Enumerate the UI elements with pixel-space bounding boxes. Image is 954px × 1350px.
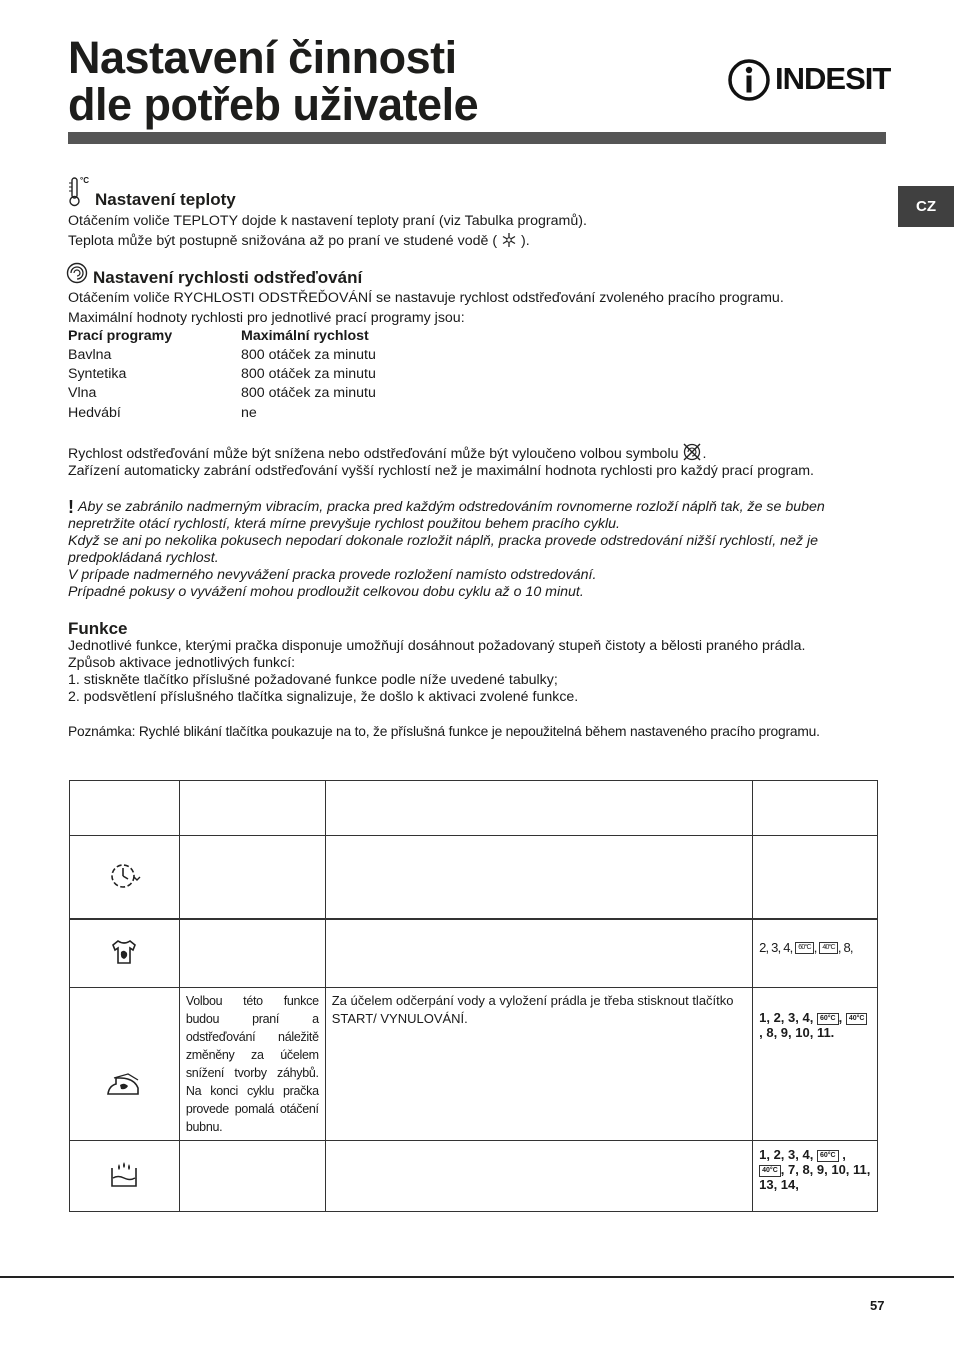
spin-note-2: Zařízení automaticky zabrání odstřeďování vyšší rychlostí než je maximální hodnota rychlosti pro každý prací program. <box>68 463 815 479</box>
warning-line: predpokládaná rychlost. <box>68 550 219 566</box>
stain-shirt-icon <box>109 937 139 967</box>
warning-line: Když se ani po nekolika pokusech nepodarí dokonale rozložit náplň, pracka provede odstredování nižší rychlostí, než je <box>68 533 819 549</box>
functions-table <box>69 780 878 1212</box>
function-icon-cell <box>70 988 180 1141</box>
snowflake-icon <box>501 232 517 248</box>
page-title <box>68 34 478 128</box>
function-icon-cell <box>70 836 180 919</box>
spin-table-header-speed: Maximální rychlost <box>241 328 369 344</box>
function-programs-cell <box>753 988 878 1141</box>
spin-text-2: Maximální hodnoty rychlosti pro jednotlivé prací programy jsou: <box>68 310 465 326</box>
page-number: 57 <box>870 1298 885 1313</box>
title-line-2: dle potřeb uživatele <box>68 79 479 130</box>
functions-text: 2. podsvětlení příslušného tlačítka signalizuje, že došlo k aktivaci zvolené funkce. <box>68 689 579 705</box>
function-name-cell <box>179 836 325 919</box>
delay-start-icon <box>107 858 141 892</box>
functions-text: Způsob aktivace jednotlivých funkcí: <box>68 655 296 671</box>
no-spin-icon <box>682 442 702 462</box>
table-header-cell <box>753 781 878 836</box>
functions-note: Poznámka: Rychlé blikání tlačítka poukazuje na to, že příslušná funkce je nepoužitelná během nastaveného pracího programu. <box>68 724 820 739</box>
temp-60-badge: 60°C <box>795 942 813 954</box>
spin-icon <box>66 262 88 284</box>
function-desc-cell: Za účelem odčerpání vody a vyložení prádla je třeba stisknout tlačítko START/ VYNULOVÁNÍ. <box>325 988 752 1141</box>
table-header-row <box>70 781 878 836</box>
function-desc-cell <box>325 836 752 919</box>
table-header-cell <box>179 781 325 836</box>
compatible-programs: 1, 2, 3, 4, 60°C , 40°C, 8, 9, 10, 11. <box>753 988 877 1040</box>
brand-name: INDESIT <box>775 61 891 96</box>
temp-40-badge: 40°C <box>819 942 837 954</box>
function-name-cell <box>179 919 325 988</box>
table-header-cell <box>70 781 180 836</box>
spin-row-speed: ne <box>241 405 257 421</box>
language-tab: CZ <box>898 186 954 227</box>
function-programs-cell <box>753 919 878 988</box>
table-row <box>70 1141 878 1212</box>
warning-icon: ! <box>68 497 74 517</box>
function-name-cell: Volbou této funkce budou praní a odstřeďování náležitě změněny za účelem snížení tvorby záhybů. Na konci cyklu pračka provede pomalá otáčení bubnu. <box>179 988 325 1141</box>
brand-logo <box>727 58 889 102</box>
compatible-programs: 2, 3, 4, 60°C , 40°C , 8, <box>759 939 853 955</box>
warning-line: Aby se zabránilo nadmerným vibracím, pracka pred každým odstredováním rovnomerne rozloží náplň tak, že se buben <box>78 499 825 515</box>
temperature-text-1: Otáčením voliče TEPLOTY dojde k nastavení teploty praní (viz Tabulka programů). <box>68 213 587 229</box>
celsius-symbol: °C <box>80 176 89 185</box>
header-divider <box>68 132 886 144</box>
spin-heading: Nastavení rychlosti odstřeďování <box>93 268 363 287</box>
compatible-programs: 1, 2, 3, 4, 60°C , 40°C , 7, 8, 9, 10, 11, 13, 14, <box>759 1147 871 1192</box>
temp-40-badge: 40°C <box>846 1013 868 1025</box>
warning-line: nepretržite otácí rychlostí, která mírne prevyšuje rychlost použitou behem pracího cyklu. <box>68 516 620 532</box>
spin-row-speed: 800 otáček za minutu <box>241 385 376 401</box>
spin-row-speed: 800 otáček za minutu <box>241 347 376 363</box>
indesit-logo-icon <box>727 58 771 102</box>
functions-text: 1. stiskněte tlačítko příslušné požadované funkce podle níže uvedené tabulky; <box>68 672 558 688</box>
temp-60-badge: 60°C <box>817 1150 839 1162</box>
temp-40-badge: 40°C <box>759 1165 781 1177</box>
functions-heading: Funkce <box>68 619 128 638</box>
spin-row-speed: 800 otáček za minutu <box>241 366 376 382</box>
functions-text: Jednotlivé funkce, kterými pračka disponuje umožňují dosáhnout požadovaný stupeň čistoty a bělosti praného prádla. <box>68 638 806 654</box>
spin-row-program: Syntetika <box>68 366 127 382</box>
spin-table-header-programs: Prací programy <box>68 328 173 344</box>
title-line-1: Nastavení činnosti <box>68 32 457 83</box>
spin-row-program: Hedvábí <box>68 405 121 421</box>
table-row <box>70 919 878 988</box>
function-icon-cell <box>70 919 180 988</box>
table-row <box>70 836 878 919</box>
extra-rinse-icon <box>109 1160 139 1190</box>
spin-note-1: Rychlost odstřeďování může být snížena nebo odstřeďování může být vyloučeno volbou symbolu . <box>68 442 706 464</box>
spin-row-program: Vlna <box>68 385 97 401</box>
temperature-text-2: Teplota může být postupně snižována až po praní ve studené vodě ( ). <box>68 233 530 249</box>
function-desc-cell <box>325 1141 752 1212</box>
easy-iron-icon <box>104 1070 144 1104</box>
temp-60-badge: 60°C <box>817 1013 839 1025</box>
table-header-cell <box>325 781 752 836</box>
spin-row-program: Bavlna <box>68 347 112 363</box>
table-row <box>70 988 878 1141</box>
function-programs-cell <box>753 1141 878 1212</box>
function-name-cell <box>179 1141 325 1212</box>
warning-line: V prípade nadmerného nevyvážení pracka provede rozložení namísto odstredování. <box>68 567 597 583</box>
function-desc-cell <box>325 919 752 988</box>
footer-divider <box>0 1276 954 1278</box>
function-programs-cell <box>753 836 878 919</box>
function-icon-cell <box>70 1141 180 1212</box>
warning-line: Prípadné pokusy o vyvážení mohou prodloužit celkovou dobu cyklu až o 10 minut. <box>68 584 584 600</box>
temperature-heading: Nastavení teploty <box>95 190 236 209</box>
spin-text-1: Otáčením voliče RYCHLOSTI ODSTŘEĎOVÁNÍ se nastavuje rychlost odstřeďování zvoleného pracího programu. <box>68 290 784 306</box>
